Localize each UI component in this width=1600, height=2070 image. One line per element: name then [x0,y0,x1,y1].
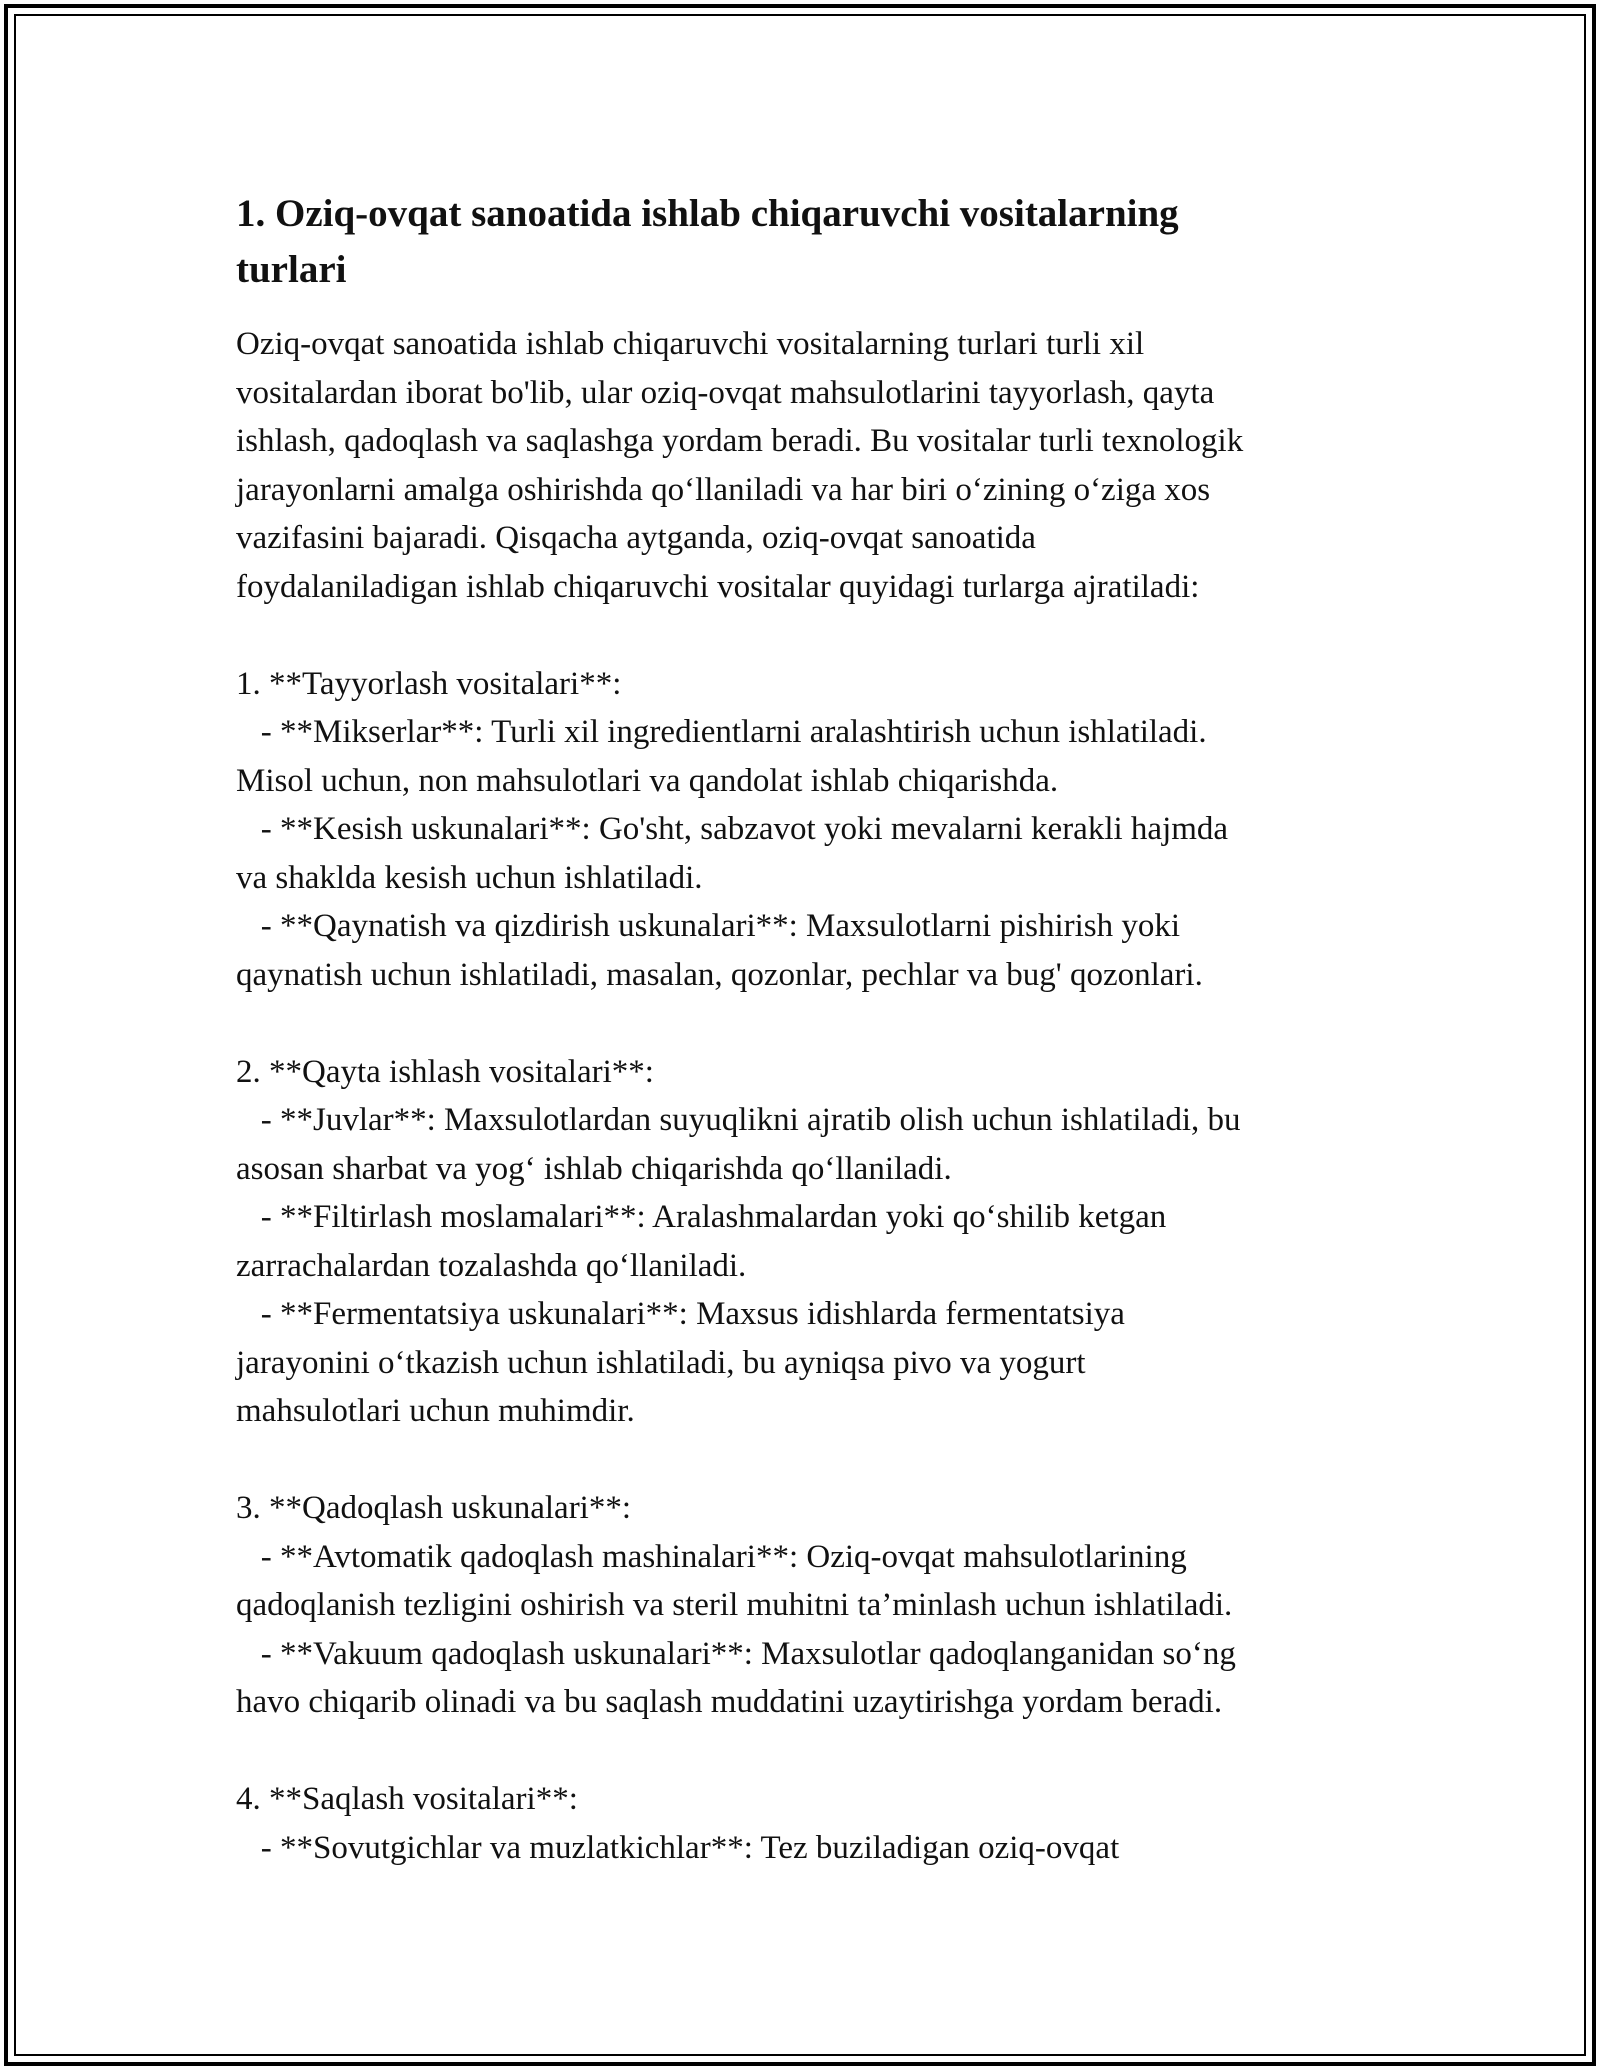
text-line: zarrachalardan tozalashda qo‘llaniladi. [236,1247,747,1284]
section-heading: 3. **Qadoqlash uskunalari**: [236,1490,632,1526]
text-line: - **Avtomatik qadoqlash mashinalari**: Oziq-ovqat mahsulotlarining [236,1538,1187,1575]
text-line: jarayonlarni amalga oshirishda qo‘llaniladi va har biri o‘zining o‘ziga xos [236,471,1211,508]
text-line: ishlash, qadoqlash va saqlashga yordam beradi. Bu vositalar turli texnologik [236,423,1244,459]
paragraph-gap [236,1436,1376,1485]
text-line: vazifasini bajaradi. Qisqacha aytganda, oziq-ovqat sanoatida [236,520,1036,556]
text-line: - **Mikserlar**: Turli xil ingredientlarni aralashtirish uchun ishlatiladi. [236,714,1207,750]
text-line: mahsulotlari uchun muhimdir. [236,1393,635,1429]
text-line: havo chiqarib olinadi va bu saqlash muddatini uzaytirishga yordam beradi. [236,1684,1223,1720]
intro-paragraph [236,320,1376,611]
text-line: asosan sharbat va yog‘ ishlab chiqarishda qo‘llaniladi. [236,1150,952,1187]
section-heading: 2. **Qayta ishlash vositalari**: [236,1053,654,1090]
section-heading: 4. **Saqlash vositalari**: [236,1781,578,1817]
text-line: - **Kesish uskunalari**: Go'sht, sabzavot yoki mevalarni kerakli hajmda [236,811,1229,847]
text-line: - **Qaynatish va qizdirish uskunalari**: Maxsulotlarni pishirish yoki [236,908,1181,944]
text-line: - **Fermentatsiya uskunalari**: Maxsus idishlarda fermentatsiya [236,1296,1125,1332]
section-qayta-ishlash [236,1048,1376,1436]
text-line: qaynatish uchun ishlatiladi, masalan, qozonlar, pechlar va bug' qozonlari. [236,956,1203,993]
paragraph-gap [236,1727,1376,1776]
text-line: vositalardan iborat bo'lib, ular oziq-ovqat mahsulotlarini tayyorlash, qayta [236,374,1215,411]
text-line: - **Vakuum qadoqlash uskunalari**: Maxsulotlar qadoqlanganidan so‘ng [236,1635,1236,1672]
text-line: - **Filtirlash moslamalari**: Aralashmalardan yoki qo‘shilib ketgan [236,1199,1167,1235]
section-heading: 1. **Tayyorlash vositalari**: [236,665,622,702]
text-line: Misol uchun, non mahsulotlari va qandolat ishlab chiqarishda. [236,762,1059,799]
title-line: 1. Oziq-ovqat sanoatida ishlab chiqaruvchi vositalarning [236,192,1179,235]
text-line: - **Sovutgichlar va muzlatkichlar**: Tez buziladigan oziq-ovqat [236,1829,1120,1866]
section-saqlash [236,1775,1376,1872]
section-qadoqlash [236,1484,1376,1727]
paragraph-gap [236,611,1376,660]
document-title [236,186,1376,298]
title-line: turlari [236,248,347,291]
document-page [236,186,1376,1872]
text-line: - **Juvlar**: Maxsulotlardan suyuqlikni ajratib olish uchun ishlatiladi, bu [236,1102,1241,1138]
text-line: qadoqlanish tezligini oshirish va steril muhitni ta’minlash uchun ishlatiladi. [236,1587,1233,1623]
text-line: Oziq-ovqat sanoatida ishlab chiqaruvchi vositalarning turlari turli xil [236,326,1145,362]
section-tayyorlash [236,660,1376,1000]
text-line: va shaklda kesish uchun ishlatiladi. [236,859,703,896]
text-line: foydalaniladigan ishlab chiqaruvchi vositalar quyidagi turlarga ajratiladi: [236,568,1200,605]
text-line: jarayonini o‘tkazish uchun ishlatiladi, bu ayniqsa pivo va yogurt [236,1344,1086,1381]
paragraph-gap [236,999,1376,1048]
